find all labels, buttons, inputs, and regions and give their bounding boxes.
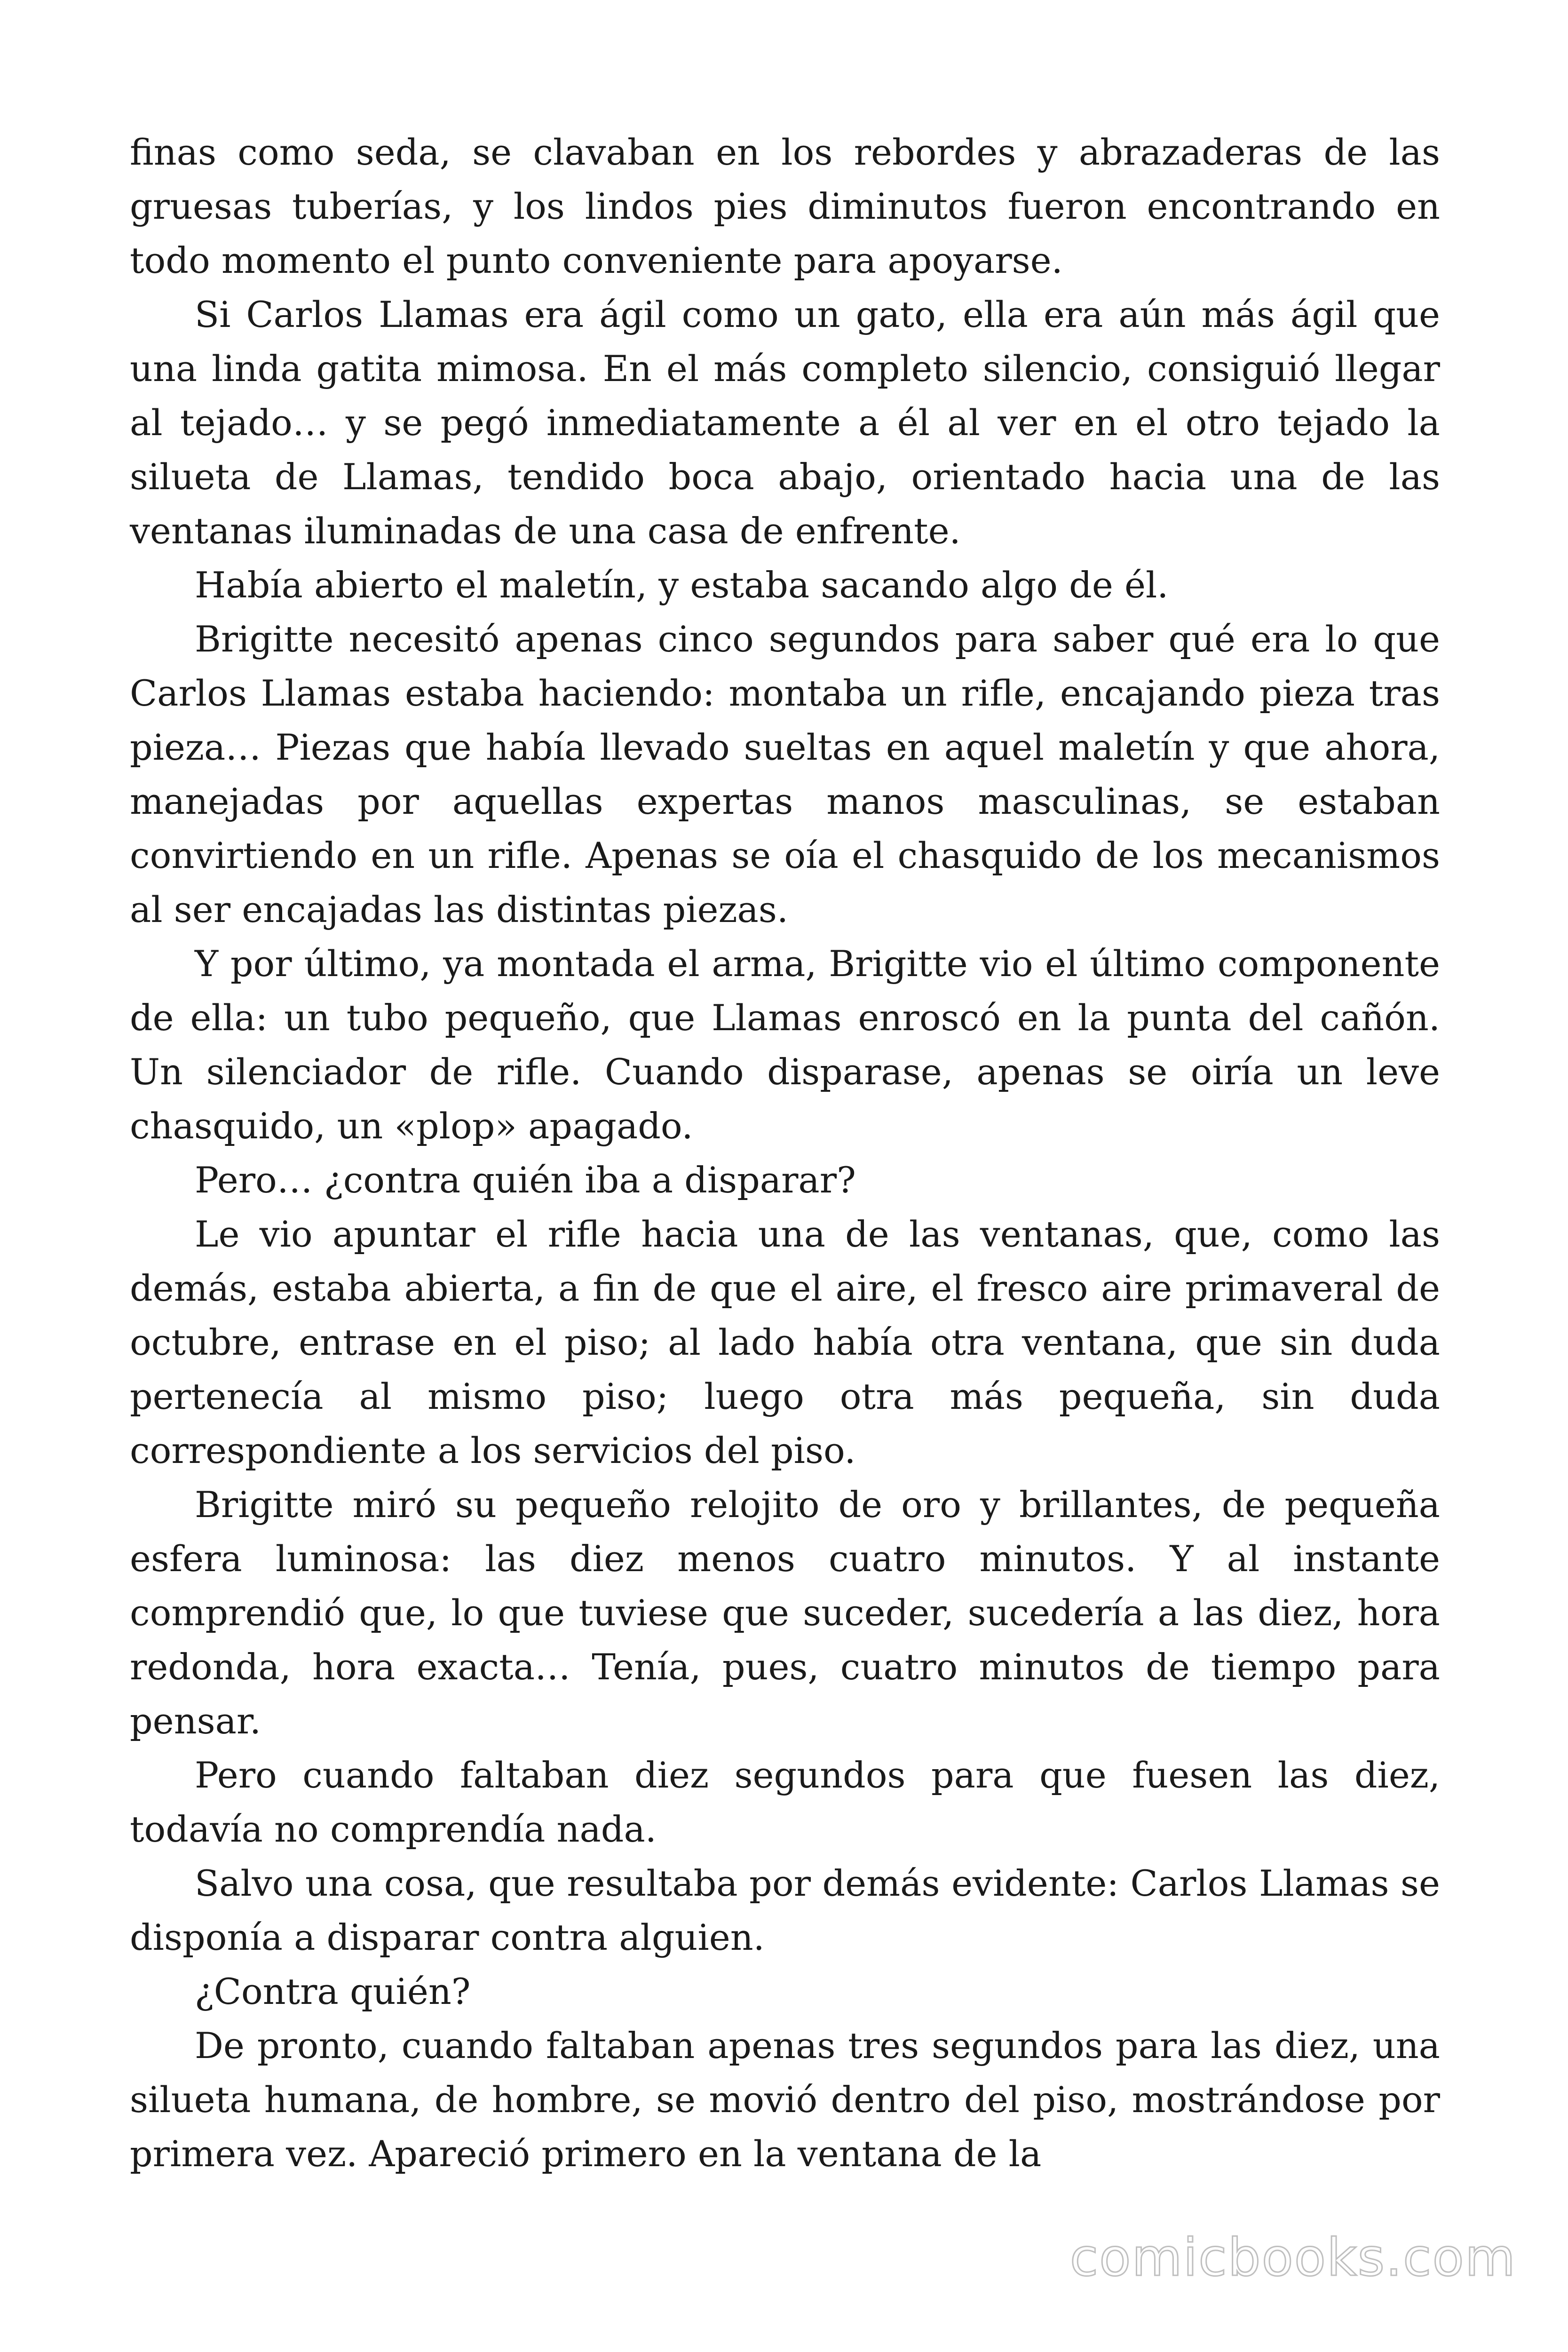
paragraph-4: Brigitte necesitó apenas cinco segundos para saber qué era lo que Carlos Llamas estaba haciendo: montaba un rifle, encajando pieza tras pieza… Piezas que había llevado sueltas en aquel maletín y que ahora, manejadas por aquellas expertas manos masculinas, se estaban convirtiendo en un rifle. Apenas se oía el chasquido de los mecanismos al ser encajadas las distintas piezas. [130,618,1440,930]
paragraph-5: Y por último, ya montada el arma, Brigitte vio el último componente de ella: un tubo pequeño, que Llamas enroscó en la punta del cañón. Un silenciador de rifle. Cuando disparase, apenas se oiría un leve chasquido, un «plop» apagado. [130,943,1440,1147]
paragraph-7: Le vio apuntar el rifle hacia una de las ventanas, que, como las demás, estaba abierta, a fin de que el aire, el fresco aire primaveral de octubre, entrase en el piso; al lado había otra ventana, que sin duda pertenecía al mismo piso; luego otra más pequeña, sin duda correspondiente a los servicios del piso. [130,1213,1440,1471]
paragraph-3: Había abierto el maletín, y estaba sacando algo de él. [195,564,1169,606]
watermark: comicbooks.com [1069,2227,1516,2288]
body-text [130,125,1440,2181]
paragraph-2: Si Carlos Llamas era ágil como un gato, ella era aún más ágil que una linda gatita mimosa. En el más completo silencio, consiguió llegar al tejado… y se pegó inmediatamente a él al ver en el otro tejado la silueta de Llamas, tendido boca abajo, orientado hacia una de las ventanas iluminadas de una casa de enfrente. [130,294,1440,552]
paragraph-6: Pero… ¿contra quién iba a disparar? [195,1159,856,1201]
paragraph-1: finas como seda, se clavaban en los rebordes y abrazaderas de las gruesas tuberías, y los lindos pies diminutos fueron encontrando en todo momento el punto conveniente para apoyarse. [130,131,1440,281]
paragraph-8: Brigitte miró su pequeño relojito de oro y brillantes, de pequeña esfera luminosa: las diez menos cuatro minutos. Y al instante comprendió que, lo que tuviese que suceder, sucedería a las diez, hora redonda, hora exacta… Tenía, pues, cuatro minutos de tiempo para pensar. [130,1484,1440,1742]
paragraph-12: De pronto, cuando faltaban apenas tres segundos para las diez, una silueta humana, de hombre, se movió dentro del piso, mostrándose por primera vez. Apareció primero en la ventana de la [130,2025,1440,2175]
paragraph-11: ¿Contra quién? [195,1971,471,2012]
paragraph-10: Salvo una cosa, que resultaba por demás evidente: Carlos Llamas se disponía a disparar contra alguien. [130,1862,1440,1958]
paragraph-9: Pero cuando faltaban diez segundos para que fuesen las diez, todavía no comprendía nada. [130,1754,1440,1850]
